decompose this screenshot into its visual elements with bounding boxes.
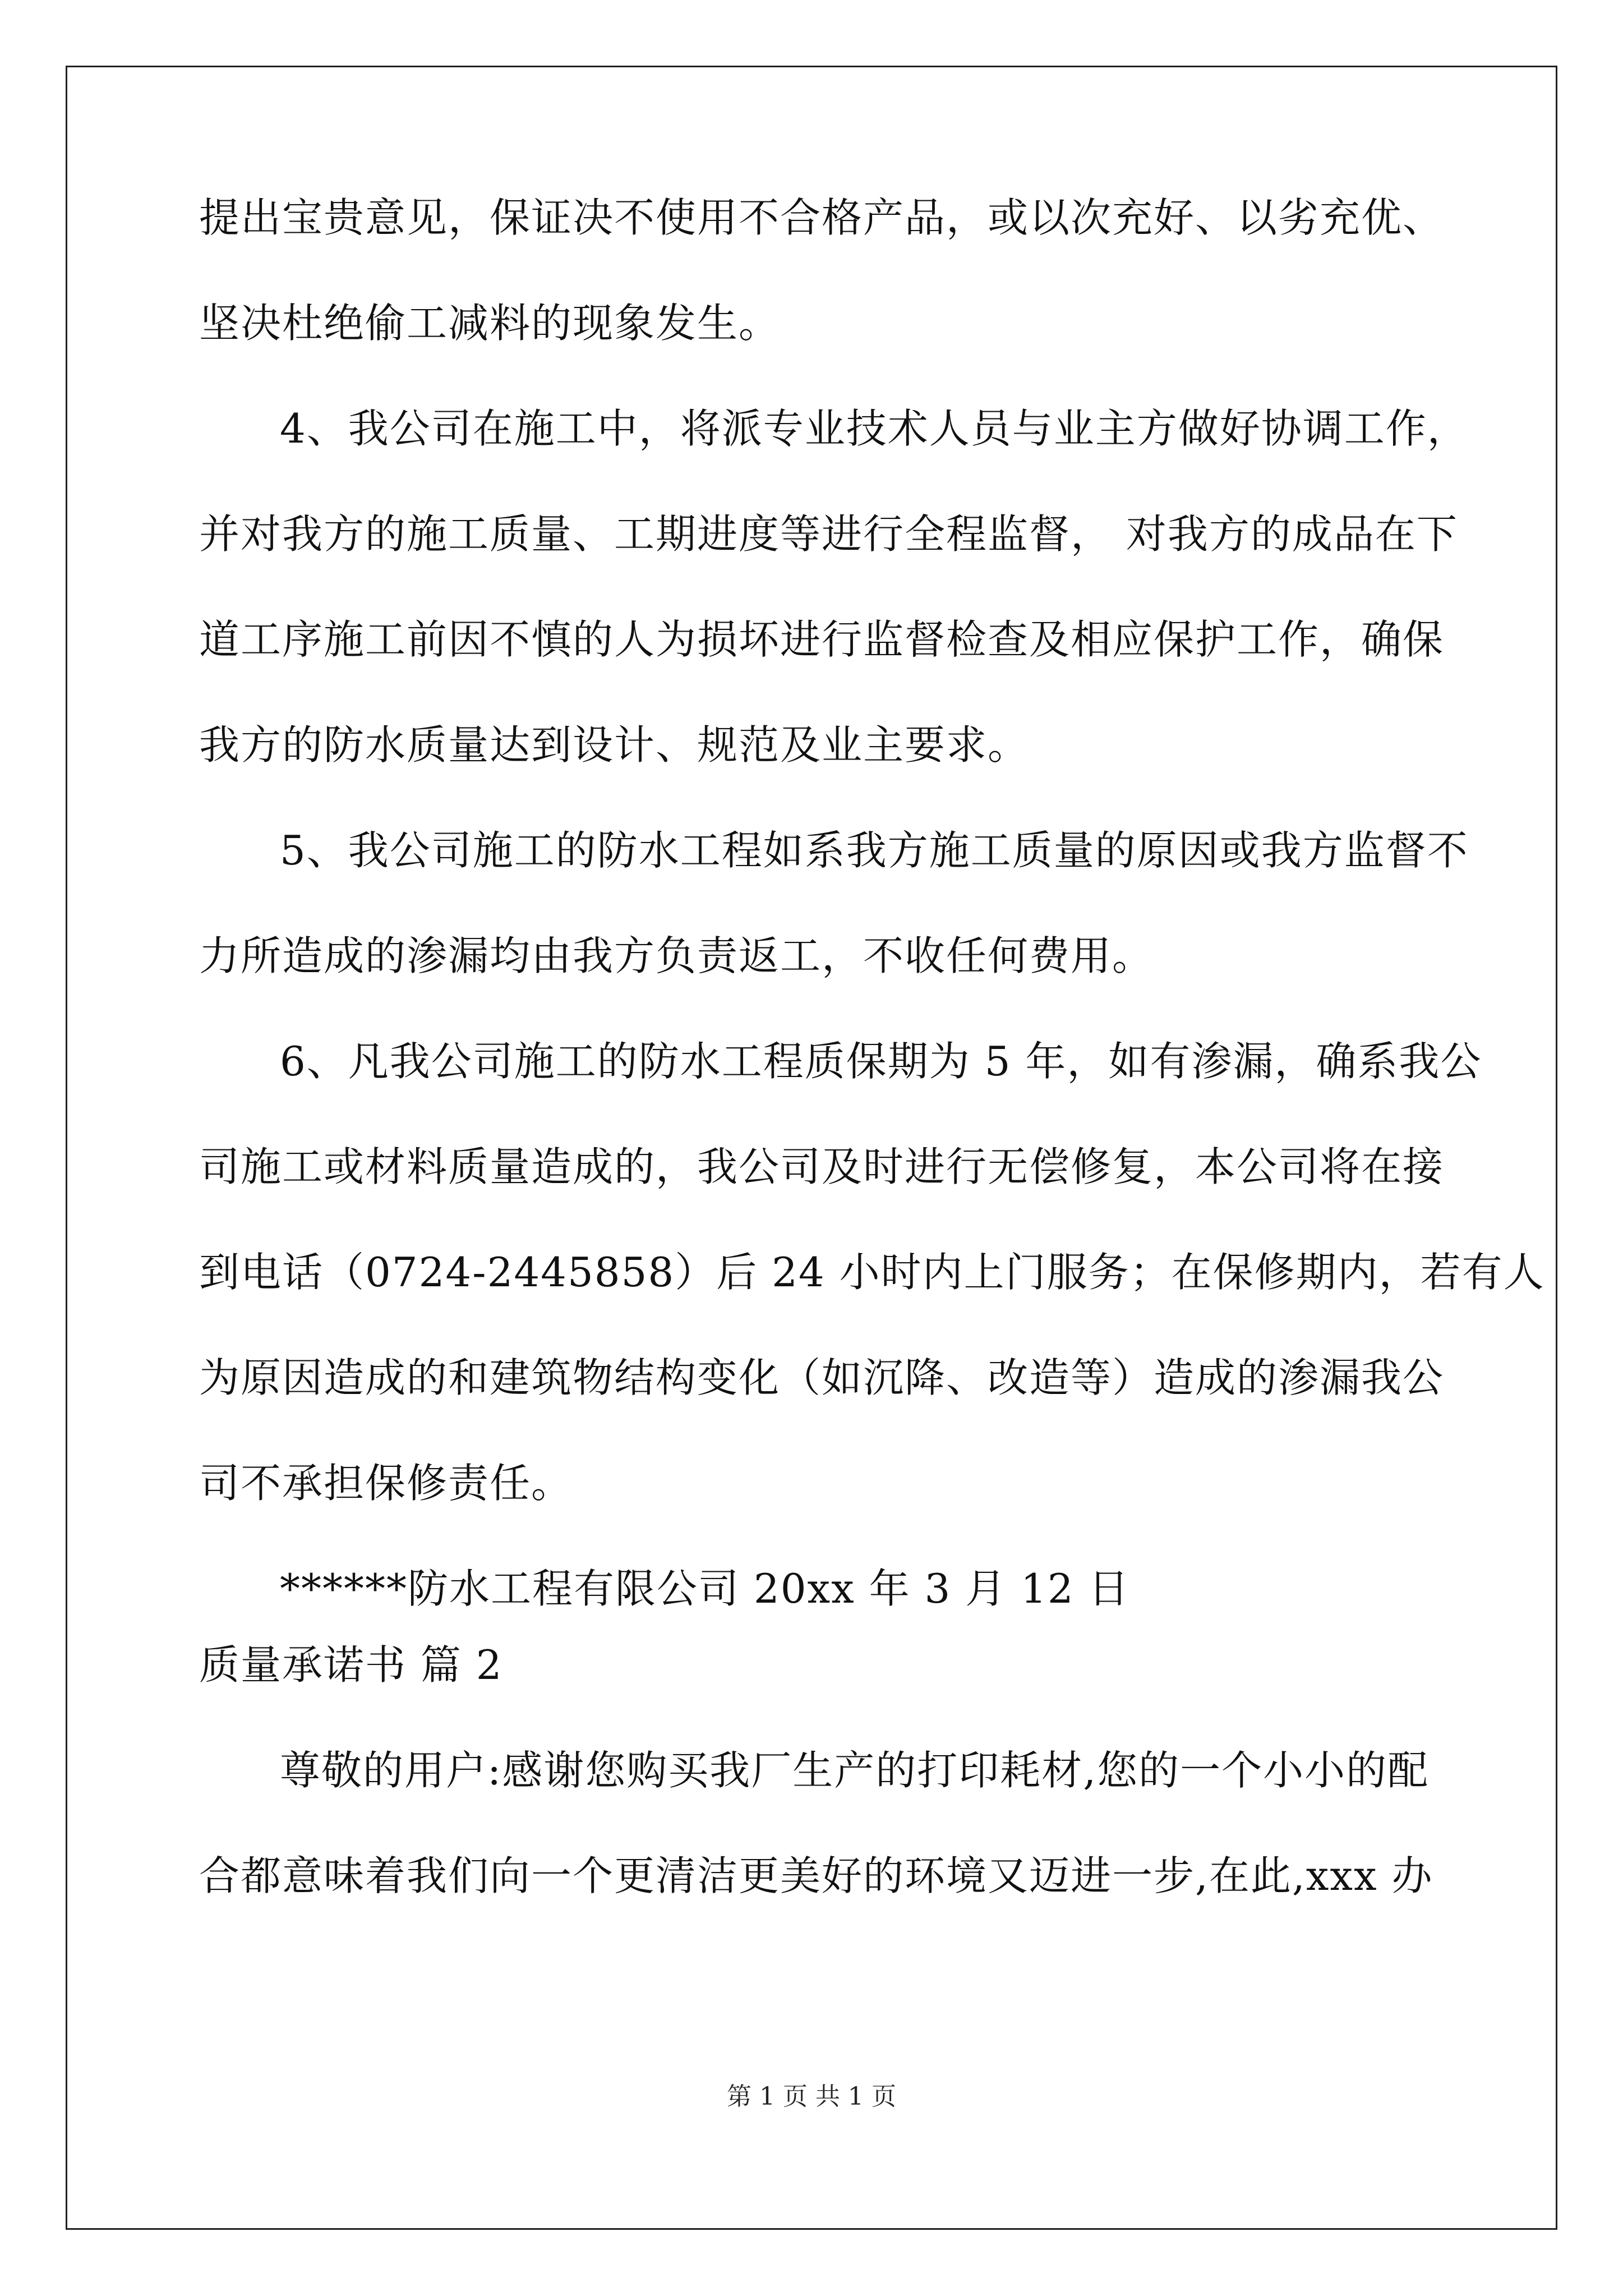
text-line: 司施工或材料质量造成的，我公司及时进行无偿修复，本公司将在接 [199, 1143, 1445, 1190]
paragraph-4-start: 4、我公司在施工中，将派专业技术人员与业主方做好协调工作， [280, 405, 1469, 452]
text-line: 到电话（0724-2445858）后 24 小时内上门服务；在保修期内，若有人 [199, 1249, 1545, 1296]
text-line: 司不承担保修责任。 [199, 1460, 573, 1507]
signature-line: ******防水工程有限公司 20xx 年 3 月 12 日 [280, 1565, 1130, 1612]
text-line: 坚决杜绝偷工减料的现象发生。 [199, 300, 781, 347]
paragraph-greeting: 尊敬的用户:感谢您购买我厂生产的打印耗材,您的一个小小的配 [280, 1747, 1430, 1794]
text-line: 力所造成的渗漏均由我方负责返工，不收任何费用。 [199, 932, 1154, 979]
text-line: 提出宝贵意见，保证决不使用不合格产品，或以次充好、以劣充优、 [199, 194, 1445, 241]
text-line: 合都意味着我们向一个更清洁更美好的环境又迈进一步,在此,xxx 办 [199, 1852, 1433, 1899]
text-line: 我方的防水质量达到设计、规范及业主要求。 [199, 721, 1030, 769]
paragraph-5-start: 5、我公司施工的防水工程如系我方施工质量的原因或我方监督不 [280, 827, 1469, 874]
text-line: 道工序施工前因不慎的人为损坏进行监督检查及相应保护工作，确保 [199, 616, 1445, 663]
text-line: 为原因造成的和建筑物结构变化（如沉降、改造等）造成的渗漏我公 [199, 1354, 1445, 1401]
section-heading: 质量承诺书 篇 2 [199, 1641, 503, 1688]
document-body [199, 191, 1545, 1903]
page-number: 第 1 页 共 1 页 [727, 2082, 896, 2111]
paragraph-6-start: 6、凡我公司施工的防水工程质保期为 5 年，如有渗漏，确系我公 [280, 1038, 1482, 1085]
text-line: 并对我方的施工质量、工期进度等进行全程监督， 对我方的成品在下 [199, 510, 1458, 558]
